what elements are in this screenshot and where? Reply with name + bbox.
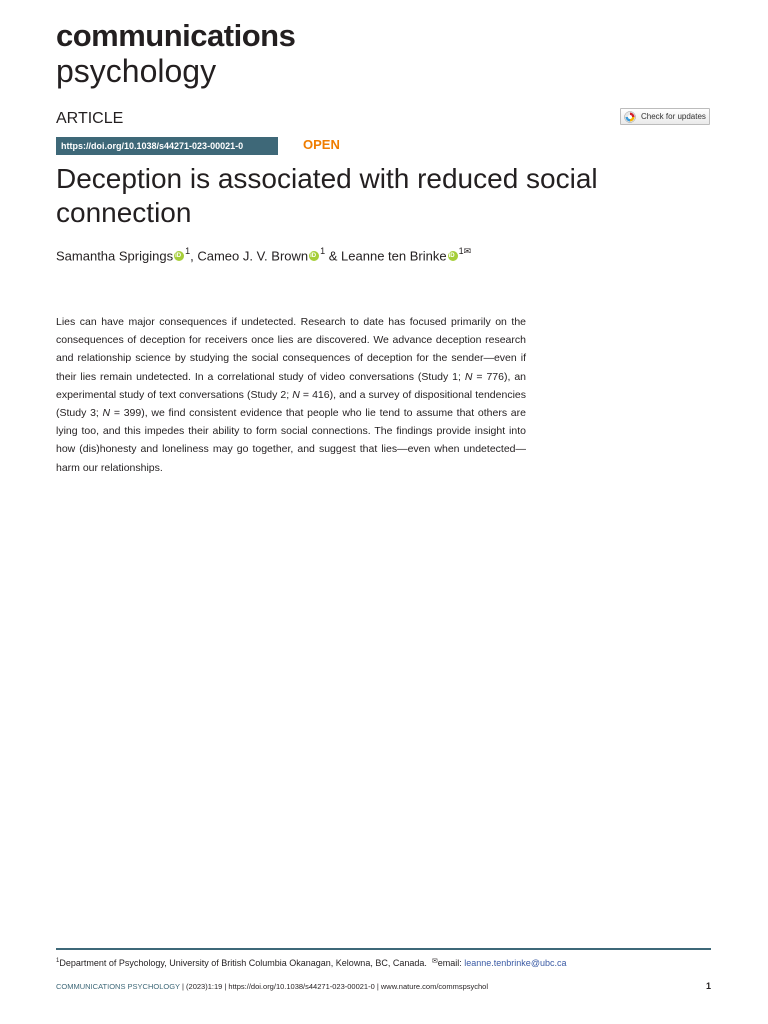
sample-size-symbol: N — [292, 388, 300, 401]
orcid-icon[interactable] — [174, 251, 184, 261]
author-separator: , — [190, 248, 198, 264]
email-label: email: — [437, 958, 465, 968]
check-for-updates-label: Check for updates — [641, 112, 706, 121]
author-separator: & — [325, 248, 342, 264]
journal-name-communications: communications — [56, 18, 296, 53]
abstract-text: Lies can have major consequences if undetected. Research to date has focused primarily on the consequences of deception for receivers once lies are discovered. We advance deception research and relationship science by studying the social consequences of deception for the sender—even if their lies remain undetected. In a correlational study of video conversations (Study 1; — [56, 316, 526, 383]
email-link[interactable]: leanne.tenbrinke@ubc.ca — [464, 958, 567, 968]
author-name[interactable]: Cameo J. V. Brown — [197, 248, 309, 264]
author-affiliation: 1✉ — [458, 246, 472, 256]
abstract-text: = 776), an experimental study of text conversations (Study 2; — [56, 370, 526, 401]
orcid-icon[interactable] — [448, 251, 458, 261]
doi-badge-link[interactable]: https://doi.org/10.1038/s44271-023-00021-0 — [56, 137, 278, 155]
author-name[interactable]: Leanne ten Brinke — [341, 248, 447, 264]
mail-icon: ✉ — [431, 958, 438, 965]
affiliation-text: Department of Psychology, University of British Columbia Okanagan, Kelowna, BC, Canada. — [59, 958, 427, 968]
abstract — [56, 313, 526, 477]
journal-name-psychology: psychology — [56, 53, 217, 89]
crossmark-icon — [624, 111, 636, 123]
open-access-label: OPEN — [303, 137, 340, 152]
author-name[interactable]: Samantha Sprigings — [56, 248, 174, 264]
page-number: 1 — [706, 981, 712, 991]
author-affiliation: 1 — [320, 246, 326, 256]
author-affiliation: 1 — [185, 246, 191, 256]
affiliation-footnote — [56, 955, 566, 969]
sample-size-symbol: N — [464, 370, 473, 383]
article-title: Deception is associated with reduced social connection — [56, 163, 598, 228]
abstract-text: = 399), we find consistent evidence that people who lie tend to assume that others are lying too, and this impedes their ability to form social connections. The findings provide insight into how (dis)honesty and loneliness may go together, and suggest that lies—even when undetected—harm our relationships. — [56, 407, 526, 474]
author-list — [56, 242, 471, 266]
page-footer — [56, 982, 488, 992]
sample-size-symbol: N — [102, 407, 111, 420]
footer-journal-name: COMMUNICATIONS PSYCHOLOGY — [56, 982, 180, 991]
orcid-icon[interactable] — [309, 251, 319, 261]
footer-citation: | (2023)1:19 | https://doi.org/10.1038/s44271-023-00021-0 | www.nature.com/commspsychol — [179, 982, 489, 991]
article-type-label: ARTICLE — [56, 110, 124, 127]
footnote-divider — [56, 948, 711, 950]
footnote-marker: 1 — [56, 958, 60, 964]
check-for-updates-button[interactable] — [620, 108, 710, 125]
abstract-text: = 416), and a survey of dispositional tendencies (Study 3; — [56, 388, 526, 420]
